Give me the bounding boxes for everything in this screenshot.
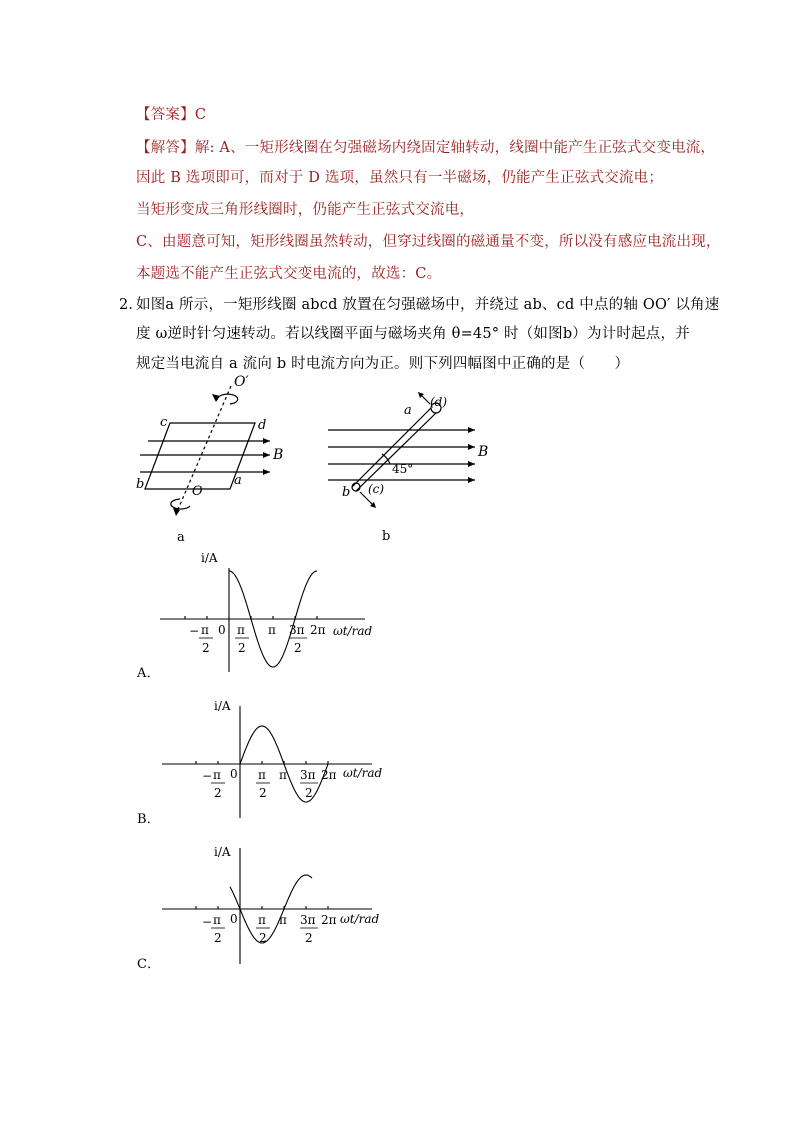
label-B: B	[273, 447, 284, 463]
three-half-pi-num: 3π	[289, 623, 305, 637]
label-o: O	[192, 484, 203, 499]
zero-label: 0	[230, 767, 238, 781]
figure-a-caption: a	[177, 530, 185, 545]
answer-line	[136, 103, 206, 124]
x-label: ωt/rad	[340, 912, 380, 926]
half-pi-num: π	[258, 913, 266, 927]
label-a: a	[234, 473, 242, 488]
neg-half-pi-den: 2	[214, 786, 222, 800]
analysis-tag: 【解答】	[136, 140, 195, 156]
minus-sign: −	[202, 769, 213, 783]
three-half-pi-num: 3π	[300, 913, 316, 927]
label-a: a	[404, 403, 412, 418]
figure-b-caption: b	[382, 529, 391, 544]
analysis-line-2: 因此 B 选项即可，而对于 D 选项，虽然只有一半磁场，仍能产生正弦式交流电；	[136, 170, 664, 186]
three-half-pi-den: 2	[305, 931, 313, 945]
two-pi-label: 2π	[310, 623, 326, 637]
half-pi-den: 2	[259, 931, 267, 945]
option-c-label: C．	[137, 957, 161, 972]
option-a-label: A．	[137, 666, 160, 681]
neg-half-pi-num: π	[213, 768, 221, 782]
neg-half-pi-num: π	[201, 623, 209, 637]
label-c: (c)	[368, 482, 385, 496]
label-c: c	[160, 415, 168, 430]
minus-sign: −	[202, 915, 213, 929]
two-pi-label: 2π	[321, 913, 337, 927]
figure-a	[130, 374, 300, 549]
option-c-graph	[160, 840, 400, 966]
neg-half-pi-num: π	[213, 913, 221, 927]
label-b: b	[136, 477, 145, 492]
half-pi-den: 2	[238, 641, 246, 655]
three-half-pi-num: 3π	[300, 768, 316, 782]
analysis-line-3: 当矩形变成三角形线圈时，仍能产生正弦式交流电，	[136, 202, 475, 218]
zero-label: 0	[230, 912, 238, 926]
y-label: i/A	[214, 699, 231, 713]
analysis-text: 解: A、一矩形线圈在匀强磁场内绕固定轴转动，线圈中能产生正弦式交变电流，	[194, 140, 716, 156]
label-B: B	[478, 444, 489, 460]
three-half-pi-den: 2	[294, 641, 302, 655]
question-number: 2．	[119, 297, 144, 313]
answer-tag: 【答案】	[136, 107, 195, 123]
question-line-3: 规定当电流自 a 流向 b 时电流方向为正。则下列四幅图中正确的是（ ）	[136, 356, 630, 372]
question-line-2: 度 ω逆时针匀速转动。若以线圈平面与磁场夹角 θ=45° 时（如图b）为计时起点，并	[136, 326, 690, 342]
zero-label: 0	[218, 623, 226, 637]
half-pi-num: π	[258, 768, 266, 782]
label-d: (d)	[430, 395, 448, 409]
label-angle: 45°	[392, 462, 414, 476]
y-label: i/A	[201, 551, 218, 565]
option-b-graph	[160, 694, 400, 820]
label-o-prime: O′	[234, 374, 249, 390]
half-pi-den: 2	[259, 786, 267, 800]
label-b: b	[342, 485, 351, 500]
three-half-pi-den: 2	[305, 786, 313, 800]
neg-half-pi-den: 2	[202, 641, 210, 655]
neg-half-pi-den: 2	[214, 931, 222, 945]
pi-label: π	[279, 768, 287, 782]
pi-label: π	[279, 913, 287, 927]
half-pi-num: π	[237, 623, 245, 637]
pi-label: π	[268, 623, 276, 637]
question-line-1: 如图a 所示，一矩形线圈 abcd 放置在匀强磁场中，并绕过 ab、cd 中点的轴 OO′ 以角速	[136, 297, 720, 313]
label-d: d	[258, 418, 267, 433]
rotation-axis	[176, 386, 231, 514]
answer-value: C	[194, 107, 207, 123]
option-a-graph	[155, 548, 395, 674]
x-label: ωt/rad	[343, 766, 383, 780]
coil-side-2	[356, 413, 436, 491]
two-pi-label: 2π	[321, 768, 337, 782]
analysis-line-5: 本题选不能产生正弦式交变电流的，故选：C。	[136, 266, 442, 282]
figure-b	[320, 384, 500, 549]
y-label: i/A	[214, 845, 231, 859]
x-label: ωt/rad	[333, 624, 373, 638]
option-b-label: B．	[137, 812, 160, 827]
minus-sign: −	[189, 624, 200, 638]
analysis-line-4: C、由题意可知，矩形线圈虽然转动，但穿过线圈的磁通量不变，所以没有感应电流出现，	[136, 234, 721, 250]
analysis-line-1	[136, 136, 715, 157]
